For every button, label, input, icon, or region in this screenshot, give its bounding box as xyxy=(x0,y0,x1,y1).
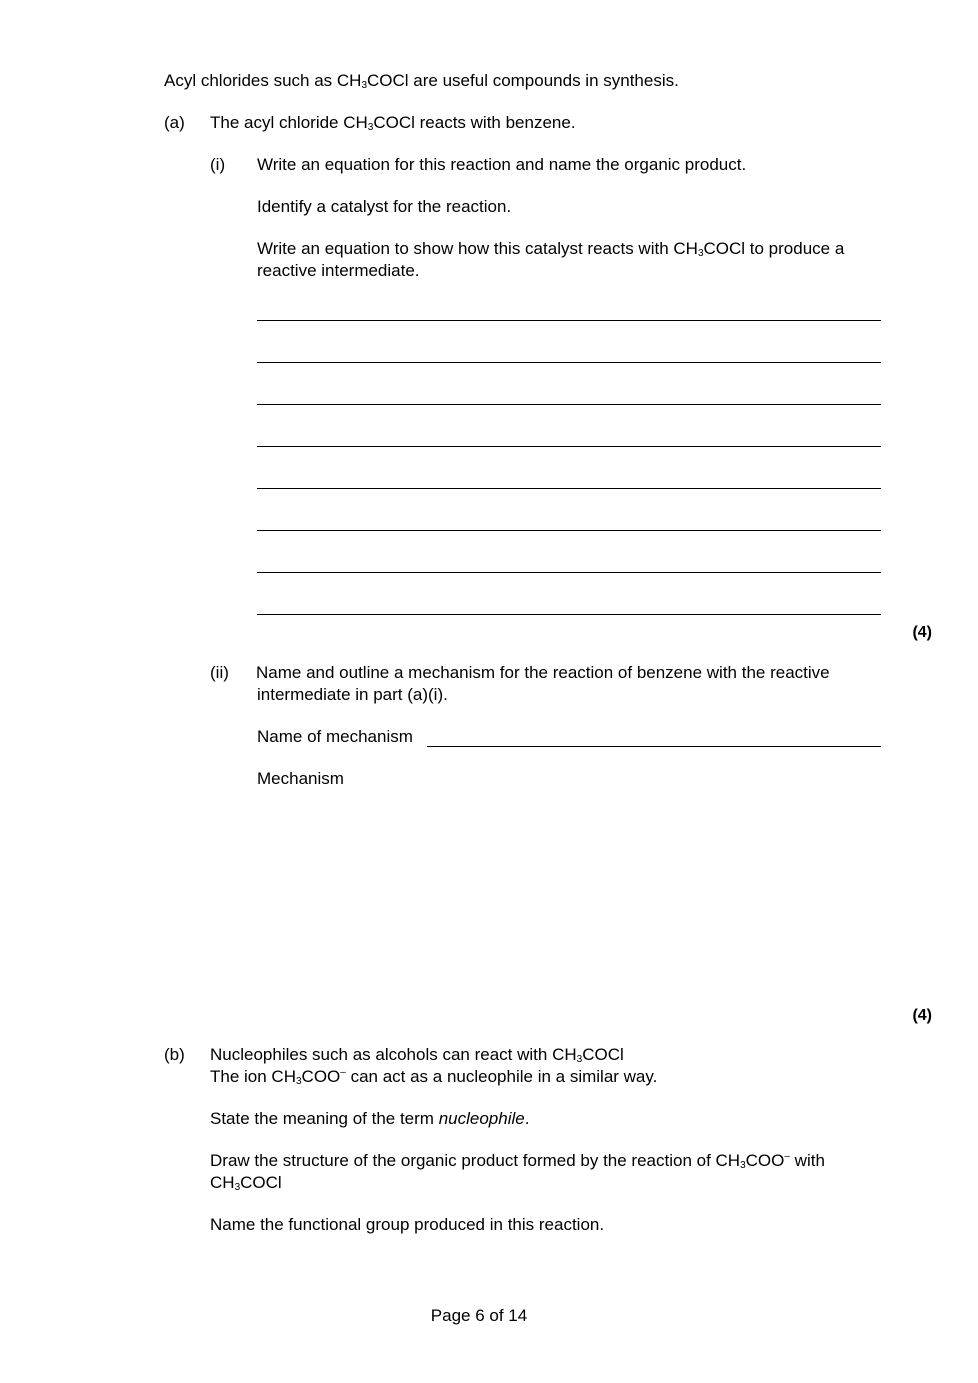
part-b-name-question: Name the functional group produced in this reaction. xyxy=(210,1215,605,1234)
sub-ii-label: (ii) xyxy=(210,663,229,682)
sub-i-question-3: Write an equation to show how this catalyst reacts with $CH_3COCl$ to produce a xyxy=(257,239,845,259)
sub-ii-question-line1: Name and outline a mechanism for the reaction of benzene with the reactive xyxy=(256,663,830,682)
part-a-label: (a) xyxy=(164,113,185,132)
part-b-draw-question-line2: $CH_3COCl$ xyxy=(210,1173,282,1193)
sub-ii-question-line2: intermediate in part (a)(i). xyxy=(257,685,448,704)
answer-line[interactable] xyxy=(257,362,881,363)
answer-line[interactable] xyxy=(257,614,881,615)
part-b-line1: Nucleophiles such as alcohols can react with $CH_3COCl$ xyxy=(210,1045,624,1065)
part-b-draw-question: Draw the structure of the organic product formed by the reaction of $CH_3COO^-$ with xyxy=(210,1151,825,1171)
answer-line[interactable] xyxy=(257,488,881,489)
part-a-text: The acyl chloride $CH_3COCl$ reacts with benzene. xyxy=(210,113,576,133)
answer-line[interactable] xyxy=(257,404,881,405)
part-b-state-question: State the meaning of the term nucleophile. xyxy=(210,1109,530,1128)
answer-line[interactable] xyxy=(257,572,881,573)
sub-i-question-1: Write an equation for this reaction and name the organic product. xyxy=(257,155,747,174)
page-number: Page 6 of 14 xyxy=(430,1306,528,1325)
part-b-label: (b) xyxy=(164,1045,185,1064)
part-b-line2: The ion $CH_3COO^-$ can act as a nucleophile in a similar way. xyxy=(210,1067,658,1087)
sub-i-question-2: Identify a catalyst for the reaction. xyxy=(257,197,512,216)
mechanism-name-label: Name of mechanism xyxy=(257,727,413,746)
marks-sub-i: (4) xyxy=(912,624,932,641)
intro-text: Acyl chlorides such as $CH_3COCl$ are useful compounds in synthesis. xyxy=(164,71,679,91)
marks-sub-ii: (4) xyxy=(912,1007,932,1024)
sub-i-label: (i) xyxy=(210,155,226,174)
sub-i-question-3-line2: reactive intermediate. xyxy=(257,261,420,280)
mechanism-label: Mechanism xyxy=(257,769,344,788)
mechanism-answer-area[interactable] xyxy=(257,792,881,992)
answer-line[interactable] xyxy=(257,530,881,531)
answer-line[interactable] xyxy=(257,320,881,321)
mechanism-name-line[interactable] xyxy=(427,746,881,747)
answer-line[interactable] xyxy=(257,446,881,447)
